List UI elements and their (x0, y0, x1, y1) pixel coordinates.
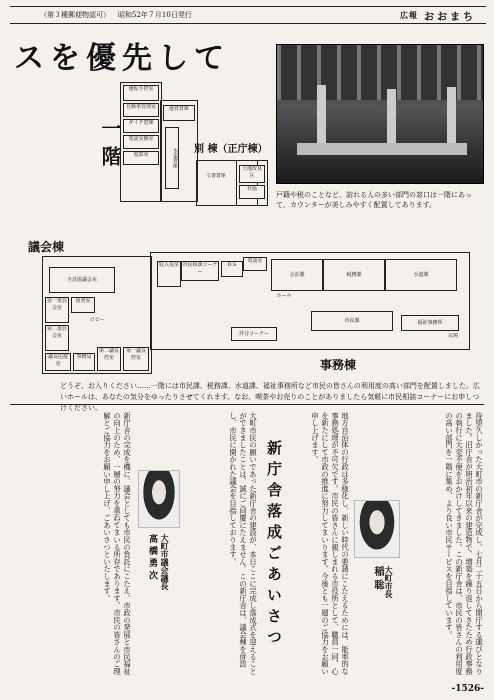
permit-text: （第３種郵便物認可） (40, 11, 110, 19)
office-room: 市民課 (311, 311, 393, 331)
masthead-strip (10, 6, 486, 24)
article-column-c: 大町市民の願いであった新庁舎の建設が、本日ここに完成し落成式を迎えることができましたことは、誠にご同慶にたえません。この新庁舎は、議会棟を併設し、市民に開かれた議会を目指しております。 (229, 412, 258, 675)
office-room: 待合コーナー (231, 327, 277, 341)
council-room: 議長応接室 (45, 353, 71, 371)
council-label: 議会棟 (28, 240, 65, 254)
page-number: -1526- (451, 684, 484, 694)
mayor-title: 大町市長 (384, 566, 394, 598)
office-room: 収入役室 (157, 261, 181, 287)
council-room: 第二委員会室 (45, 325, 69, 351)
office-room: 会計課 (271, 259, 323, 291)
annex-label: 別 棟（正庁棟） (194, 144, 268, 155)
chair-title: 大町市議会議長 (160, 534, 170, 590)
office-room: D.S (221, 261, 243, 277)
council-room: 図書室 (71, 297, 95, 313)
annex-plan-left (120, 82, 162, 202)
council-room: ロビー (83, 317, 111, 337)
paper-name: 広報 (400, 9, 418, 20)
plan-caption: どうぞ、お入りください……一階には市民課、税務課、水道課、福祉事務所など市民の皆さんの利用度の高い部門を配置しました。広いホールは、あなたの気分をゆったりさせてくれます。なお、喫茶やお売りのことがありましたら気軽に市民相談コーナーにお申しつけください。 (60, 382, 480, 412)
article-column-b: 地方自治体の行政は多様化し、新しい時代の要請にこたえるためには、能率的な事務処理が不可欠です。市民の皆さんに親しまれる市役所として、職員一同、心を新たにして市政の推進に努力してまいります。今後とも一層のご協力をお願い申し上げます。 (311, 412, 350, 675)
floor-label: 一階 (98, 118, 122, 174)
annex-room: 運営倉庫 (163, 105, 195, 121)
annex-room: 文書倉庫 (201, 173, 231, 185)
chair-name: 高 橋 勇 次 (147, 534, 157, 580)
annex-room: 水道倉庫 (165, 127, 179, 189)
mayor-name: 稲 聡 (372, 566, 383, 590)
section-divider (10, 404, 484, 405)
article-column-d: 新庁舎の完成を機に、議会としても市民の負託にこたえ、市政の発展と市民福祉の向上のため、一層の努力を重ねてまいる所存であります。市民の皆さんのご理解とご協力をお願い申し上げ、ごあいさつといたします。 (103, 412, 132, 675)
photo-caption: 戸籍や税のことなど、訪れる人の多い部門の窓口は一階にあって、カウンターが美しみやすく配置してあります。 (276, 191, 472, 209)
council-room: 第一委員会室 (45, 297, 69, 323)
annex-room: 自動車管理室 (123, 103, 159, 117)
annex-plan-far (236, 160, 268, 206)
office-room: 電話室 (243, 257, 267, 271)
council-plan (42, 256, 152, 374)
council-room: 全員協議会室 (49, 267, 115, 293)
annex-room: 土地改良区 (239, 165, 265, 183)
office-room: 水道課 (385, 259, 457, 291)
council-room: 第一議長控室 (123, 347, 149, 371)
office-plan (150, 252, 470, 350)
issue-date: 昭和52年７月10日発行 (118, 11, 192, 19)
article-title: 新庁舎落成ごあいさつ (265, 440, 283, 650)
office-label: 事務棟 (320, 358, 357, 372)
council-room: 第二議長控室 (97, 347, 121, 371)
office-room: 市民相談コーナー (181, 261, 219, 281)
annex-room: 運転手控室 (123, 85, 159, 101)
annex-room: 電算室 (123, 151, 159, 165)
annex-room: ダイチ倉庫 (123, 119, 159, 133)
office-room: ホール (271, 293, 297, 305)
office-room: 税務課 (323, 259, 385, 291)
annex-plan-mid (160, 100, 198, 202)
office-room: 福祉事務所 (401, 315, 459, 331)
office-room: 玄関 (441, 333, 465, 345)
annex-room: 社協 (239, 185, 265, 199)
paper-title: おおまち (424, 11, 476, 23)
annex-room: 電話交換室 (123, 135, 159, 149)
council-room: 事務局 (73, 353, 95, 371)
banner-heading: スを優先して (14, 41, 230, 76)
office-counter-photo (276, 44, 484, 184)
mayor-portrait (354, 500, 400, 558)
article-column-a: 待望久しかった大町市の新庁舎が完成し、七月二十五日から開庁する運びとなりました。旧庁舎が明治初年以来の建造物で、増築を繰り返してきたため行政事務の執行に大変不便をおかけしてきました。この新庁舎は、市民の皆さんの利用度の高い部門を一階に集め、より良い市民サービスを目指しています。 (445, 412, 484, 675)
chair-portrait (138, 470, 180, 528)
